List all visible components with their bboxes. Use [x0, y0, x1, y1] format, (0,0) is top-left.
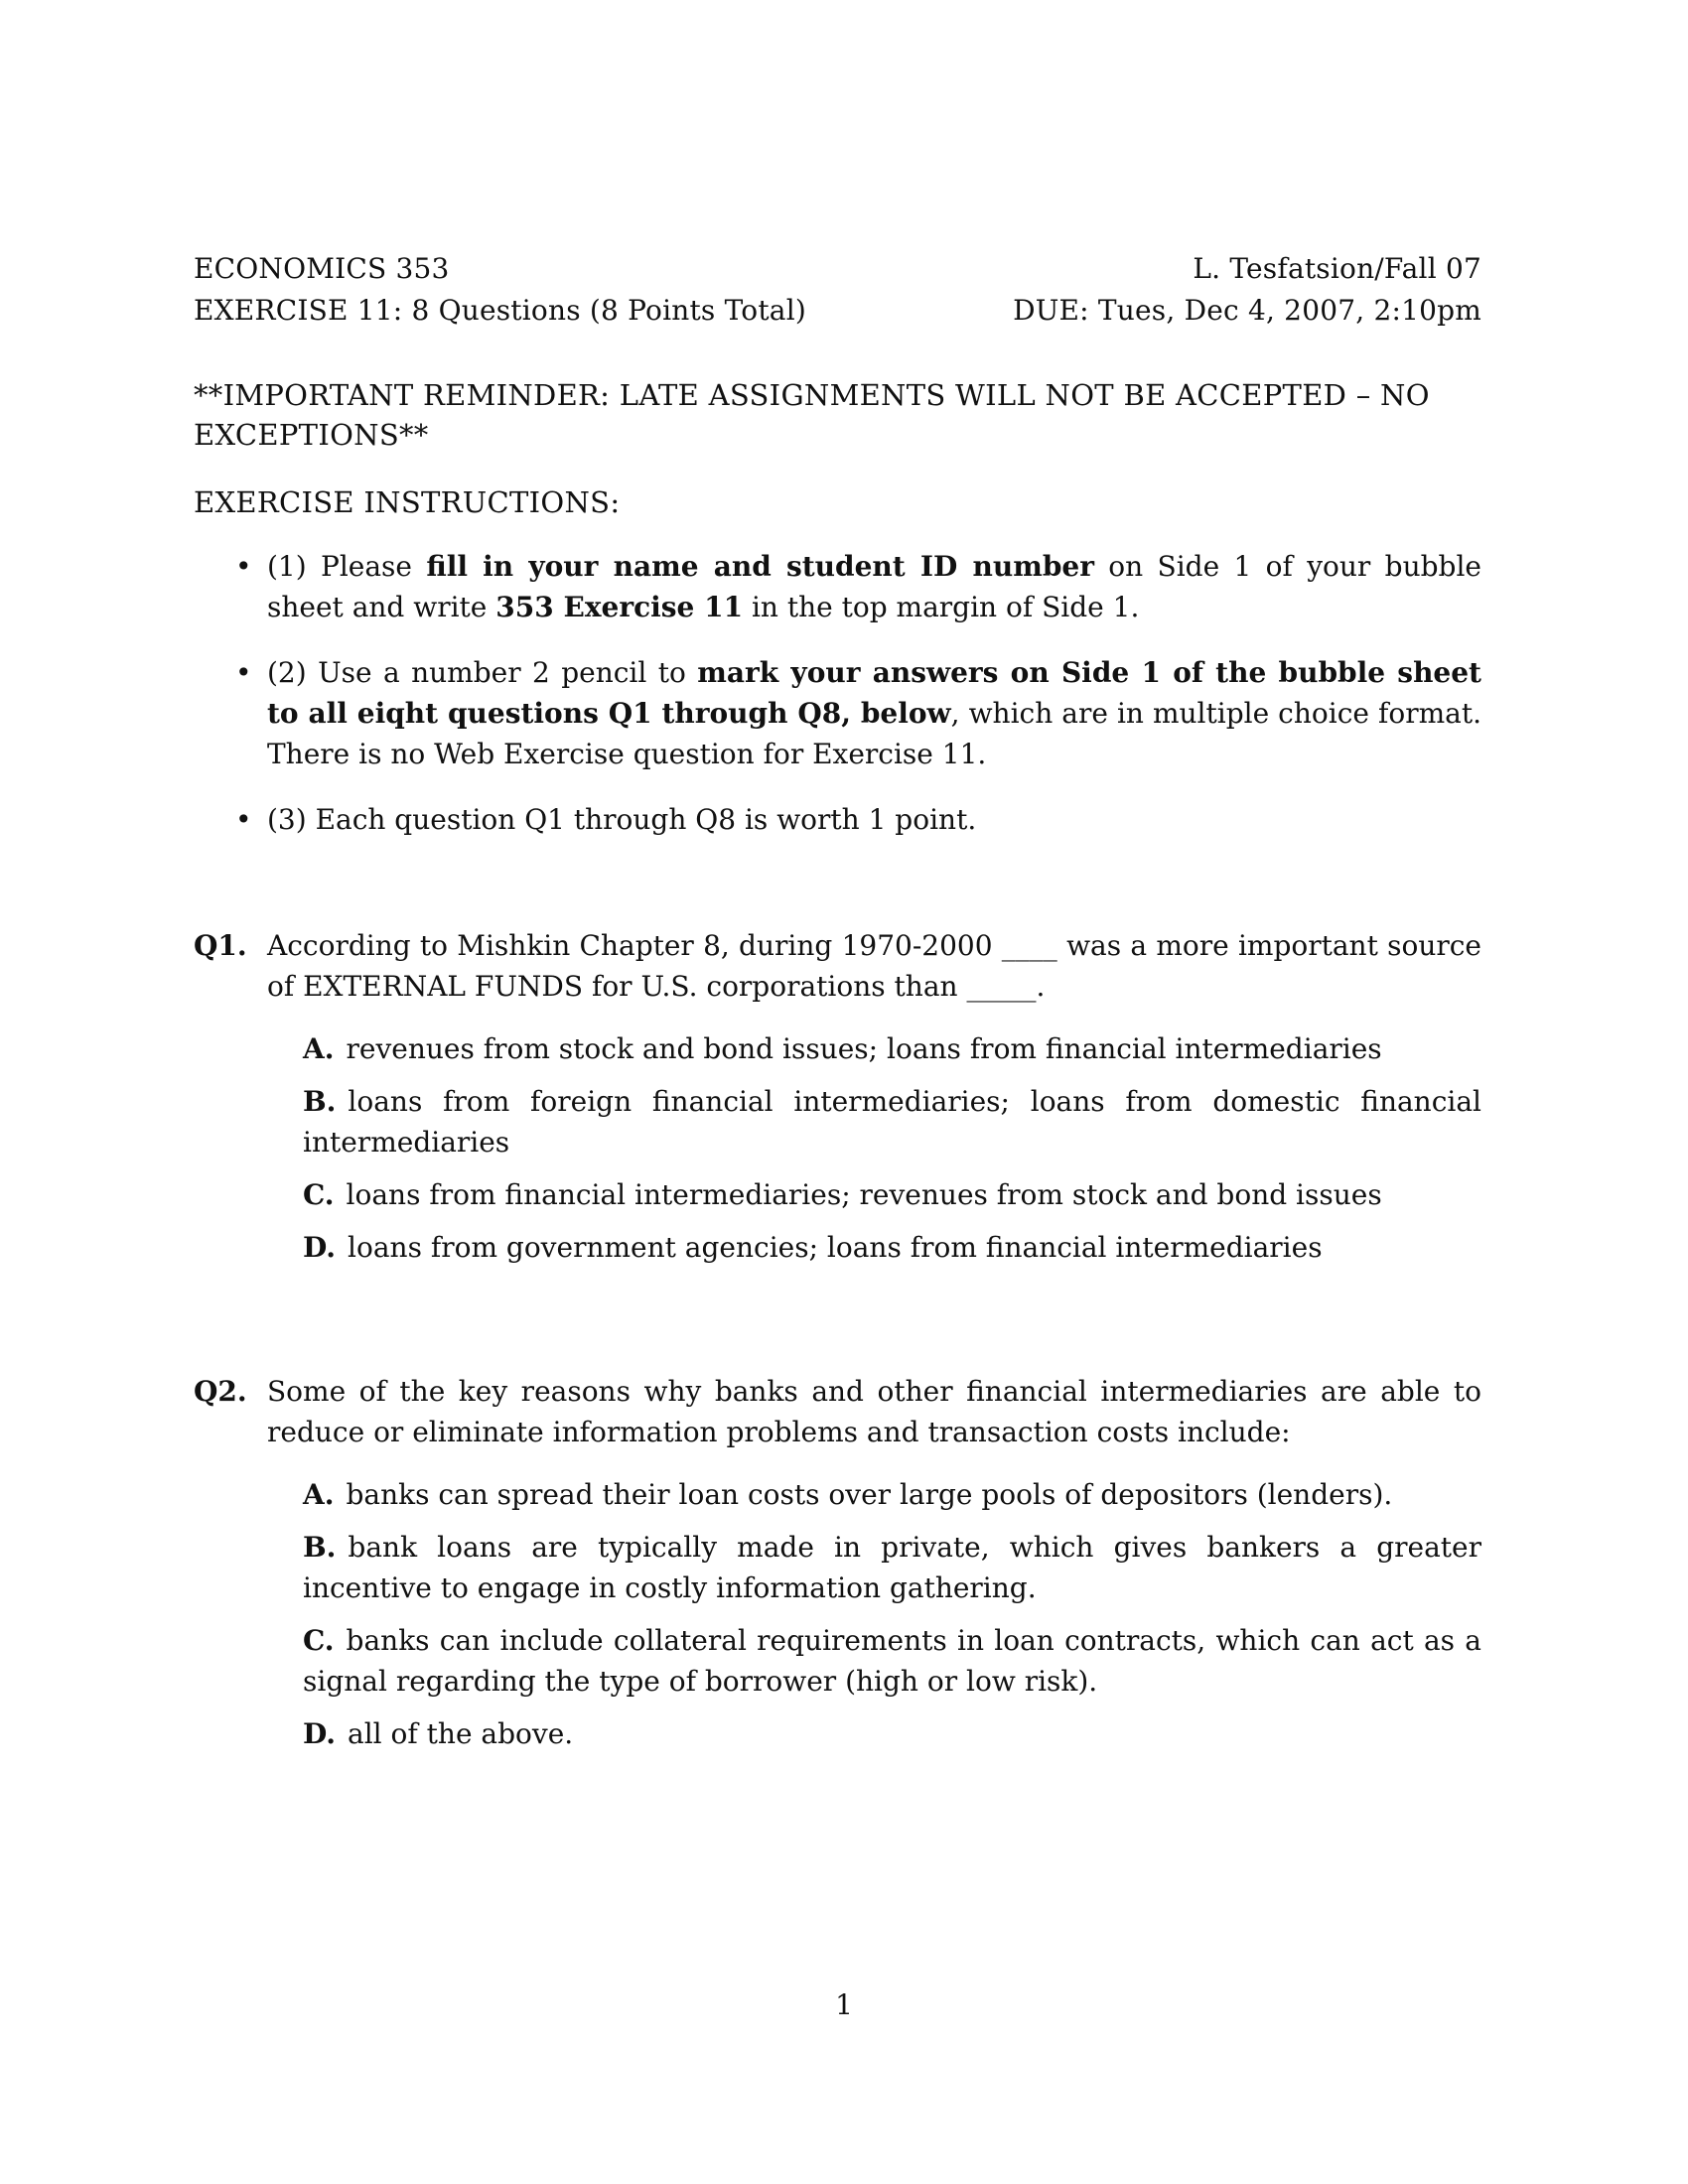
- option-label: B.: [303, 1085, 337, 1118]
- option-text: loans from foreign financial intermediaries; loans from domestic financial intermediaries: [303, 1085, 1481, 1159]
- exercise-page: [194, 248, 1481, 2134]
- instructions-list: [194, 546, 1481, 840]
- instruction-item-3: [194, 799, 1481, 840]
- instruction-bold: mark your answers on Side 1 of the bubble sheet to all eiqht questions Q1 through Q8, below: [267, 656, 1481, 730]
- option-text: revenues from stock and bond issues; loans from financial intermediaries: [346, 1032, 1382, 1065]
- instruction-text: , which are in multiple choice format. There is no Web Exercise question for Exercise 11.: [267, 697, 1481, 770]
- course-title: ECONOMICS 353: [194, 252, 450, 285]
- q2-options: [194, 1474, 1481, 1754]
- option-d: [303, 1713, 1481, 1754]
- q1-options: [194, 1028, 1481, 1268]
- due-date: DUE: Tues, Dec 4, 2007, 2:10pm: [1013, 294, 1481, 327]
- option-text: banks can include collateral requirements in loan contracts, which can act as a signal regarding the type of borrower (high or low risk).: [303, 1624, 1481, 1698]
- option-label: A.: [303, 1032, 335, 1065]
- bullet-icon: •: [235, 803, 252, 836]
- bullet-icon: •: [235, 656, 252, 689]
- option-label: D.: [303, 1717, 337, 1750]
- instruction-text: on Side 1 of your bubble sheet and write: [267, 550, 1481, 623]
- instruction-text: (1) Please: [267, 550, 427, 583]
- instruction-text: (3) Each question Q1 through Q8 is worth 1 point.: [267, 803, 977, 836]
- header-row-1: [194, 248, 1481, 290]
- option-b: [303, 1081, 1481, 1162]
- late-reminder: **IMPORTANT REMINDER: LATE ASSIGNMENTS WILL NOT BE ACCEPTED – NO EXCEPTIONS**: [194, 378, 1430, 452]
- instructions-heading: EXERCISE INSTRUCTIONS:: [194, 485, 621, 519]
- option-text: banks can spread their loan costs over large pools of depositors (lenders).: [346, 1478, 1393, 1511]
- instruction-item-2: [194, 652, 1481, 774]
- option-text: loans from financial intermediaries; revenues from stock and bond issues: [346, 1178, 1382, 1211]
- question-q1: [194, 925, 1481, 1007]
- instruction-text: in the top margin of Side 1.: [743, 591, 1140, 623]
- question-text: Some of the key reasons why banks and other financial intermediaries are able to reduce or eliminate information problems and transaction costs include:: [267, 1375, 1481, 1448]
- option-b: [303, 1527, 1481, 1608]
- header-row-2: [194, 290, 1481, 332]
- option-a: [303, 1028, 1481, 1069]
- instruction-bold: fill in your name and student ID number: [426, 550, 1094, 583]
- exercise-title: EXERCISE 11: 8 Questions (8 Points Total): [194, 294, 806, 327]
- option-c: [303, 1620, 1481, 1702]
- instructor-term: L. Tesfatsion/Fall 07: [1193, 252, 1481, 285]
- bullet-icon: •: [235, 550, 252, 583]
- option-label: B.: [303, 1531, 337, 1564]
- instruction-item-1: [194, 546, 1481, 627]
- option-d: [303, 1227, 1481, 1268]
- option-label: C.: [303, 1178, 335, 1211]
- question-label: Q2.: [194, 1375, 247, 1408]
- option-label: C.: [303, 1624, 335, 1657]
- question-q2: [194, 1371, 1481, 1452]
- page-number: 1: [835, 1988, 853, 2021]
- option-text: loans from government agencies; loans from financial intermediaries: [348, 1231, 1323, 1264]
- option-label: D.: [303, 1231, 337, 1264]
- option-text: all of the above.: [348, 1717, 574, 1750]
- instruction-bold: 353 Exercise 11: [495, 591, 744, 623]
- option-text: bank loans are typically made in private, which gives bankers a greater incentive to engage in costly information gathering.: [303, 1531, 1481, 1604]
- question-text: According to Mishkin Chapter 8, during 1970-2000 ____ was a more important source of EXTERNAL FUNDS for U.S. corporations than _____.: [267, 929, 1481, 1003]
- option-c: [303, 1174, 1481, 1215]
- option-a: [303, 1474, 1481, 1515]
- instruction-text: (2) Use a number 2 pencil to: [267, 656, 698, 689]
- option-label: A.: [303, 1478, 335, 1511]
- question-label: Q1.: [194, 929, 247, 962]
